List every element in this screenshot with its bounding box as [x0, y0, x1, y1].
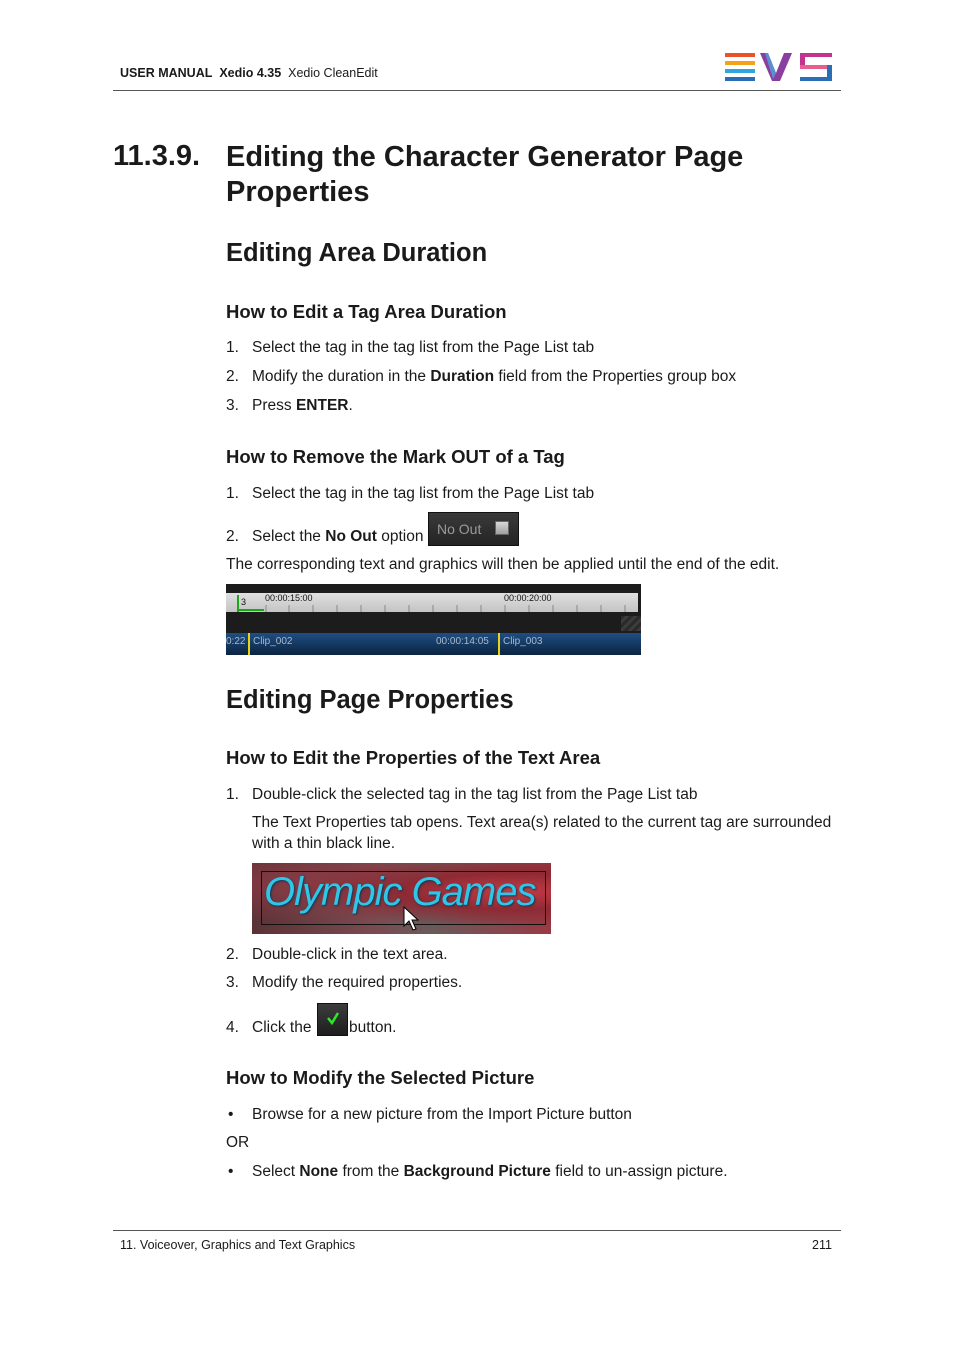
heading-area-duration: Editing Area Duration: [226, 239, 488, 267]
confirm-button[interactable]: [317, 1003, 348, 1036]
step-text: Double-click the selected tag in the tag list from the Page List tab: [252, 786, 698, 803]
footer-page-number: 211: [812, 1238, 832, 1252]
step-number: 2.: [226, 528, 239, 545]
step-text: Modify the duration in the Duration field from the Properties group box: [252, 368, 737, 385]
section-number: 11.3.9.: [113, 140, 201, 172]
mouse-cursor-icon: [403, 906, 419, 932]
footer-rule: [113, 1230, 841, 1231]
or-separator: OR: [226, 1134, 250, 1151]
timeline-ruler: [226, 593, 638, 612]
header-module: Xedio CleanEdit: [288, 66, 378, 80]
bullet-text: Browse for a new picture from the Import Picture button: [252, 1106, 632, 1123]
header-manual-label: USER MANUAL: [120, 66, 213, 80]
step-number: 3.: [226, 397, 239, 414]
ruler-timecode-left: 00:00:15:00: [265, 593, 313, 603]
clip-track[interactable]: [226, 633, 641, 655]
evs-logo-graphic: [725, 53, 835, 83]
heading-modify-picture: How to Modify the Selected Picture: [226, 1067, 535, 1088]
step-number: 1.: [226, 786, 239, 803]
none-option-ref: None: [299, 1163, 339, 1180]
timeline-screenshot: [226, 584, 641, 655]
prev-clip-tail: 0:22: [226, 636, 246, 647]
running-header: [120, 66, 378, 80]
step-text: Select the No Out option: [252, 528, 424, 545]
text-area-preview[interactable]: [252, 863, 551, 934]
step-number: 2.: [226, 946, 239, 963]
enter-key-ref: ENTER: [295, 397, 349, 414]
heading-page-properties: Editing Page Properties: [226, 686, 514, 714]
clip-name[interactable]: Clip_002: [253, 636, 293, 647]
clip-timecode: 00:00:14:05: [436, 636, 489, 647]
tag-number: 3: [241, 597, 247, 607]
clip-boundary-marker: [248, 633, 250, 655]
header-product: Xedio 4.35: [219, 66, 282, 80]
step-text: Double-click in the text area.: [252, 946, 448, 963]
no-out-note: The corresponding text and graphics will then be applied until the end of the edit.: [226, 556, 780, 573]
heading-text-area-properties: How to Edit the Properties of the Text Area: [226, 747, 601, 768]
step-number: 1.: [226, 339, 239, 356]
footer-chapter: 11. Voiceover, Graphics and Text Graphics: [120, 1238, 356, 1252]
no-out-option[interactable]: [428, 512, 519, 546]
step-number: 4.: [226, 1019, 239, 1036]
no-out-ref: No Out: [325, 528, 377, 545]
clip-boundary-marker: [498, 633, 500, 655]
step-text-pre: Click the: [252, 1019, 312, 1036]
duration-field-ref: Duration: [430, 368, 495, 385]
checkmark-icon: [318, 1004, 347, 1035]
heading-remove-mark-out: How to Remove the Mark OUT of a Tag: [226, 446, 565, 467]
preview-title-text: Olympic Games: [264, 870, 536, 914]
heading-edit-tag-duration: How to Edit a Tag Area Duration: [226, 301, 507, 322]
background-picture-ref: Background Picture: [403, 1163, 551, 1180]
header-rule: [113, 90, 841, 91]
step-number: 3.: [226, 974, 239, 991]
step-number: 2.: [226, 368, 239, 385]
no-out-label: No Out: [437, 521, 482, 537]
step-text: Press ENTER.: [252, 397, 353, 414]
step-note-line: The Text Properties tab opens. Text area(s) related to the current tag are surrounded: [252, 814, 832, 831]
no-out-checkbox[interactable]: [495, 521, 509, 535]
step-text: Modify the required properties.: [252, 974, 463, 991]
bullet-icon: •: [228, 1106, 234, 1123]
bullet-icon: •: [228, 1163, 234, 1180]
step-text: Select the tag in the tag list from the Page List tab: [252, 339, 595, 356]
ruler-timecode-right: 00:00:20:00: [504, 593, 552, 603]
track-end-hatch: [621, 616, 641, 631]
evs-logo: [725, 53, 835, 83]
step-text: Select the tag in the tag list from the Page List tab: [252, 485, 595, 502]
bullet-text: Select None from the Background Picture field to un-assign picture.: [252, 1163, 728, 1180]
step-note-line: with a thin black line.: [252, 835, 396, 852]
step-number: 1.: [226, 485, 239, 502]
clip-name[interactable]: Clip_003: [503, 636, 543, 647]
section-title: Editing the Character Generator Page Properties: [226, 141, 744, 208]
step-text-post: button.: [349, 1019, 397, 1036]
